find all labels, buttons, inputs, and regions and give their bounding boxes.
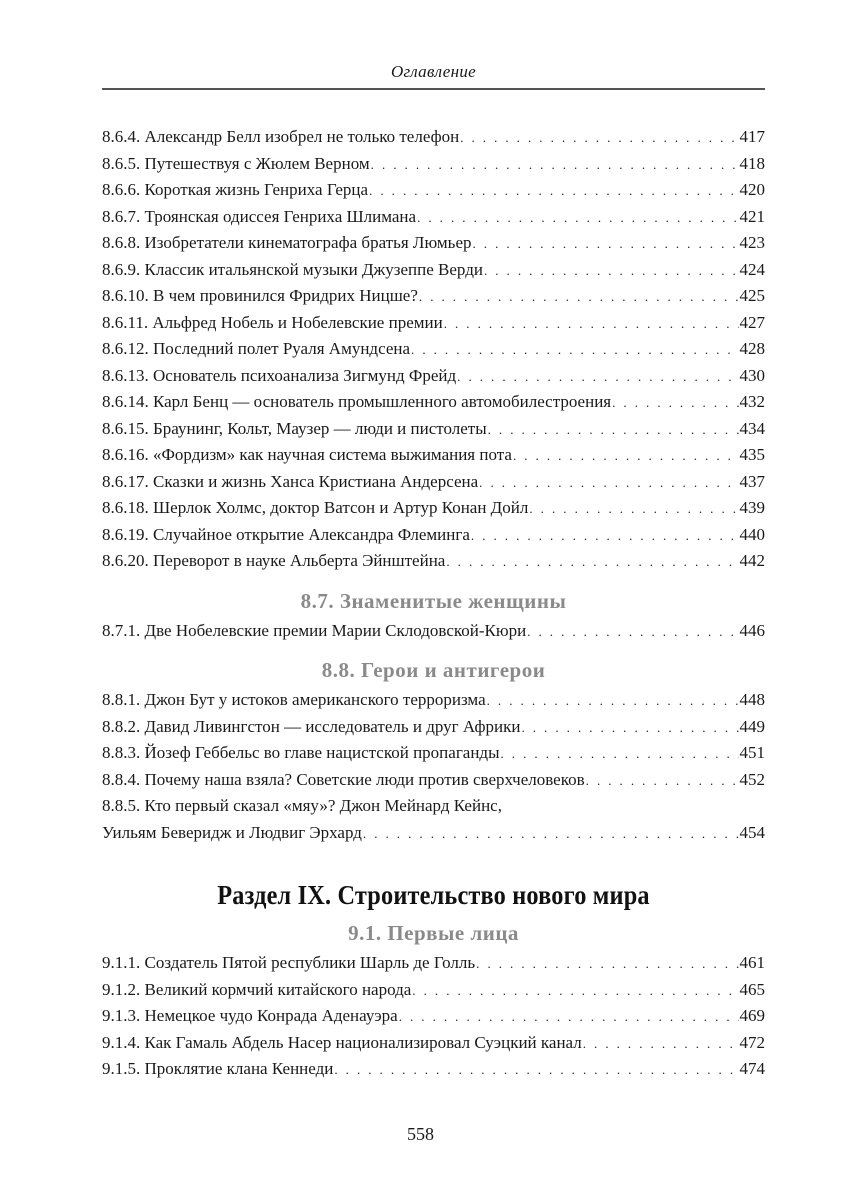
- leader-dots: [479, 470, 738, 497]
- leader-dots: [371, 152, 739, 179]
- leader-dots: [476, 951, 738, 978]
- toc-entry-page: 418: [739, 153, 765, 173]
- leader-dots: [412, 978, 738, 1005]
- toc-group-9-1: [102, 950, 765, 1083]
- toc-entry[interactable]: [102, 230, 765, 257]
- toc-entry[interactable]: [102, 767, 765, 794]
- toc-entry-page: 449: [739, 716, 765, 736]
- toc-group-8-8: [102, 687, 765, 793]
- toc-entry[interactable]: [102, 1003, 765, 1030]
- toc-entry-title: 8.6.9. Классик итальянской музыки Джузеппе Верди: [102, 259, 483, 279]
- toc-entry[interactable]: [102, 714, 765, 741]
- toc-entry-page: 461: [739, 953, 765, 972]
- leader-dots: [472, 231, 738, 258]
- toc-entry[interactable]: [102, 522, 765, 549]
- toc-entry-page: 437: [739, 471, 765, 491]
- toc-entry-title: 9.1.1. Создатель Пятой республики Шарль де Голль: [102, 953, 476, 972]
- toc-entry[interactable]: [102, 283, 765, 310]
- toc-entry-page: 472: [739, 1032, 765, 1052]
- leader-dots: [471, 523, 739, 550]
- running-header: Оглавление: [390, 62, 477, 81]
- toc-entry-page: 425: [739, 286, 765, 305]
- leader-dots: [334, 1057, 738, 1084]
- toc-entry[interactable]: [102, 151, 765, 178]
- leader-dots: [457, 364, 738, 391]
- toc-entry-title: 8.6.7. Троянская одиссея Генриха Шлимана: [102, 206, 417, 226]
- leader-dots: [487, 688, 739, 715]
- toc-entry[interactable]: [102, 442, 765, 469]
- leader-dots: [488, 417, 739, 444]
- toc-entry-page: 442: [739, 551, 765, 570]
- leader-dots: [446, 549, 738, 576]
- toc-entry-8-8-5[interactable]: [102, 793, 765, 846]
- toc-entry[interactable]: [102, 618, 765, 645]
- toc-entry[interactable]: [102, 257, 765, 284]
- toc-entry-title: 8.6.18. Шерлок Холмс, доктор Ватсон и Артур Конан Дойл: [102, 498, 529, 517]
- toc-entry-page: 424: [739, 259, 765, 279]
- toc-entry[interactable]: [102, 950, 765, 977]
- leader-dots: [484, 258, 739, 285]
- toc-entry[interactable]: [102, 416, 765, 443]
- toc-entry-page: 452: [739, 769, 765, 789]
- toc-entry-title: 9.1.2. Великий кормчий китайского народа: [102, 979, 412, 999]
- leader-dots: [586, 768, 739, 795]
- leader-dots: [363, 821, 739, 848]
- section-heading-8-8: 8.8. Герои и антигерои: [321, 658, 546, 682]
- toc-entry-title: 8.6.6. Короткая жизнь Генриха Герца: [102, 180, 369, 199]
- leader-dots: [460, 125, 738, 152]
- page-number: 558: [407, 1124, 434, 1144]
- toc-entry-title: 8.6.19. Случайное открытие Александра Флеминга: [102, 524, 470, 544]
- leader-dots: [527, 619, 738, 646]
- toc-entry-page: 448: [739, 690, 765, 709]
- toc-entry[interactable]: [102, 977, 765, 1004]
- toc-entry-page: 434: [739, 418, 765, 438]
- toc-group-8-7: [102, 618, 765, 645]
- toc-entry-title: 8.6.15. Браунинг, Кольт, Маузер — люди и пистолеты: [102, 418, 487, 438]
- toc-entry-page: 421: [739, 206, 765, 226]
- leader-dots: [411, 337, 738, 364]
- toc-entry-title: 8.6.10. В чем провинился Фридрих Ницше?: [102, 286, 418, 305]
- toc-entry-page: 428: [739, 339, 765, 358]
- toc-entry-page: 417: [739, 127, 765, 146]
- toc-entry-page: 435: [739, 445, 765, 464]
- leader-dots: [369, 178, 738, 205]
- toc-entry-title: 8.6.17. Сказки и жизнь Ханса Кристиана Андерсена: [102, 471, 479, 491]
- toc-entry[interactable]: [102, 548, 765, 575]
- header-rule: [102, 88, 765, 90]
- leader-dots: [501, 741, 739, 768]
- toc-entry-page: 427: [739, 312, 765, 332]
- leader-dots: [513, 443, 739, 470]
- toc-entry[interactable]: [102, 310, 765, 337]
- part-heading-9: Раздел IX. Строительство нового мира: [217, 880, 650, 910]
- toc-entry-title: 8.6.20. Переворот в науке Альберта Эйнштейна: [102, 551, 446, 570]
- toc-entry[interactable]: [102, 495, 765, 522]
- toc-entry[interactable]: [102, 469, 765, 496]
- toc-entry[interactable]: [102, 1030, 765, 1057]
- toc-entry-title: 8.6.14. Карл Бенц — основатель промышленного автомобилестроения: [102, 392, 612, 411]
- toc-entry-title: 8.8.2. Давид Ливингстон — исследователь и друг Африки: [102, 716, 521, 736]
- toc-entry[interactable]: [102, 740, 765, 767]
- toc-group-8-6: [102, 124, 765, 575]
- toc-entry-title-line1: Кто первый сказал «мяу»? Джон Мейнард Кейнс,: [144, 796, 502, 815]
- toc-entry-page: 430: [739, 365, 765, 385]
- toc-entry-page: 454: [739, 822, 765, 842]
- leader-dots: [417, 205, 738, 232]
- toc-entry-title: 8.6.5. Путешествуя с Жюлем Верном: [102, 153, 370, 173]
- toc-entry-title: 8.6.12. Последний полет Руаля Амундсена: [102, 339, 411, 358]
- toc-entry-title: 8.7.1. Две Нобелевские премии Марии Склодовской-Кюри: [102, 620, 527, 640]
- toc-entry-page: 474: [739, 1059, 765, 1078]
- toc-entry-title-line2: Уильям Беверидж и Людвиг Эрхард: [102, 822, 362, 842]
- leader-dots: [612, 390, 738, 417]
- toc-entry-page: 451: [739, 743, 765, 762]
- toc-entry-page: 440: [739, 524, 765, 544]
- toc-entry[interactable]: [102, 363, 765, 390]
- leader-dots: [521, 715, 738, 742]
- toc-entry-title: 8.6.13. Основатель психоанализа Зигмунд Фрейд: [102, 365, 457, 385]
- toc-entry[interactable]: [102, 1056, 765, 1083]
- toc-entry-title: 9.1.3. Немецкое чудо Конрада Аденауэра: [102, 1006, 398, 1025]
- leader-dots: [529, 496, 738, 523]
- leader-dots: [583, 1031, 739, 1058]
- toc-entry-title: 8.8.1. Джон Бут у истоков американского терроризма: [102, 690, 486, 709]
- toc-entry-page: 465: [739, 979, 765, 999]
- leader-dots: [399, 1004, 739, 1031]
- toc-entry-title: 9.1.5. Проклятие клана Кеннеди: [102, 1059, 334, 1078]
- toc-entry[interactable]: [102, 177, 765, 204]
- toc-entry-page: 423: [739, 233, 765, 252]
- leader-dots: [419, 284, 739, 311]
- toc-entry-number: 8.8.5.: [102, 796, 141, 815]
- toc-entry-title: 8.6.8. Изобретатели кинематографа братья Люмьер: [102, 233, 472, 252]
- toc-entry-page: 439: [739, 498, 765, 517]
- toc-entry-title: 8.8.4. Почему наша взяла? Советские люди против сверхчеловеков: [102, 769, 585, 789]
- toc-entry-page: 420: [739, 180, 765, 199]
- toc-entry-title: 8.8.3. Йозеф Геббельс во главе нацистской пропаганды: [102, 743, 500, 762]
- toc-entry[interactable]: [102, 124, 765, 151]
- toc-entry-title: 8.6.11. Альфред Нобель и Нобелевские премии: [102, 312, 443, 332]
- toc-entry[interactable]: [102, 336, 765, 363]
- section-heading-9-1: 9.1. Первые лица: [348, 921, 519, 945]
- leader-dots: [444, 311, 739, 338]
- toc-entry[interactable]: [102, 204, 765, 231]
- table-of-contents: [102, 124, 765, 1083]
- toc-entry-page: 469: [739, 1006, 765, 1025]
- toc-entry-title: 8.6.4. Александр Белл изобрел не только телефон: [102, 127, 460, 146]
- toc-entry-page: 432: [739, 392, 765, 411]
- section-heading-8-7: 8.7. Знаменитые женщины: [300, 588, 567, 613]
- toc-entry-page: 446: [739, 620, 765, 640]
- toc-entry[interactable]: [102, 389, 765, 416]
- toc-entry[interactable]: [102, 687, 765, 714]
- toc-entry-title: 9.1.4. Как Гамаль Абдель Насер национализировал Суэцкий канал: [102, 1032, 582, 1052]
- toc-entry-title: 8.6.16. «Фордизм» как научная система выжимания пота: [102, 445, 512, 464]
